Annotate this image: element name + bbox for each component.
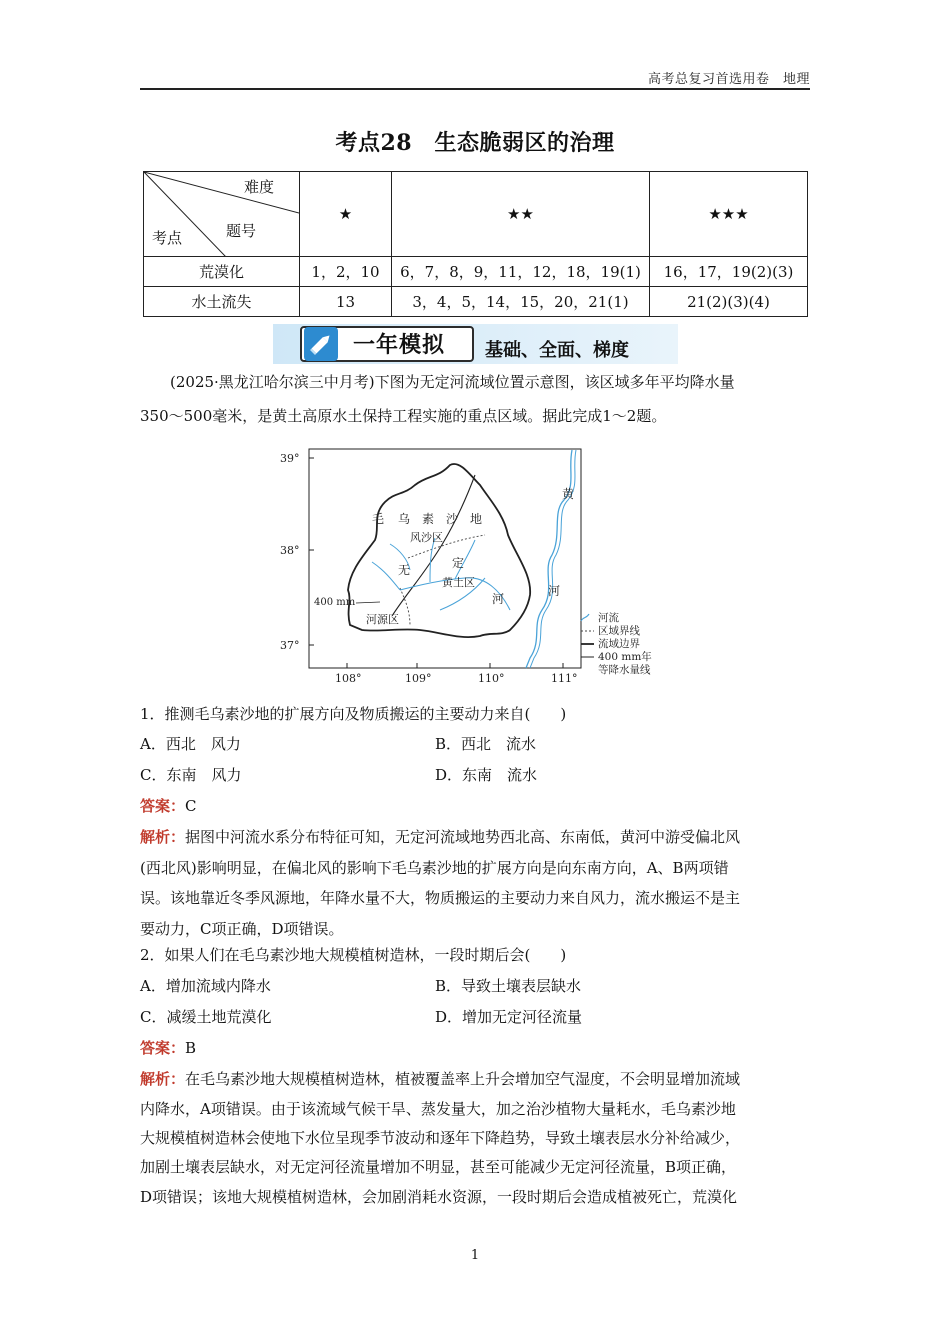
header-rule <box>140 88 810 90</box>
lat-label-39: 39° <box>280 452 300 465</box>
level-2-header: ★★ <box>392 172 650 257</box>
banner-label: 一年模拟 <box>353 333 446 358</box>
q1-answer-row <box>140 795 197 816</box>
lat-label-38: 38° <box>280 544 300 557</box>
q2-analysis-line-4: 加剧土壤表层缺水，对无定河径流量增加不明显，甚至可能减少无定河径流量，B项正确， <box>140 1158 737 1176</box>
intro-line-2: 350～500毫米，是黄土高原水土保持工程实施的重点区域。据此完成1～2题。 <box>140 407 667 425</box>
map-label-di: 地 <box>470 512 483 526</box>
table-cell: 6，7，8，9，11，12，18，19(1) <box>392 257 650 287</box>
map-label-huang: 黄 <box>562 487 575 501</box>
table-corner-cell <box>144 172 300 257</box>
table-cell: 21(2)(3)(4) <box>650 287 808 317</box>
map-label-huang-he: 河 <box>548 584 561 598</box>
table-row <box>144 257 808 287</box>
topic-cell: 水土流失 <box>144 287 300 317</box>
map-label-400mm: 400 mm <box>314 597 356 608</box>
lon-label-109: 109° <box>405 672 432 685</box>
q2-option-a: A．增加流域内降水 <box>140 977 271 995</box>
table-cell: 13 <box>300 287 392 317</box>
table-row <box>144 287 808 317</box>
page-number: 1 <box>470 1248 480 1263</box>
q2-analysis-line-2: 内降水，A项错误。由于该流域气候干旱、蒸发量大，加之治沙植物大量耗水，毛乌素沙地 <box>140 1100 736 1118</box>
difficulty-table <box>143 171 808 317</box>
table-cell: 3，4，5，14，15，20，21(1) <box>392 287 650 317</box>
level-3-header: ★★★ <box>650 172 808 257</box>
q1-option-a: A．西北 风力 <box>140 735 241 753</box>
page-title: 考点28 生态脆弱区的治理 <box>335 130 615 156</box>
legend-basin-boundary: 流域边界 <box>598 638 640 650</box>
map-label-heyuan: 河源区 <box>366 613 399 626</box>
corner-label-difficulty: 难度 <box>244 178 275 196</box>
map-label-ding: 定 <box>452 556 465 570</box>
q2-option-d: D．增加无定河径流量 <box>435 1008 583 1026</box>
q1-option-c: C．东南 风力 <box>140 766 242 784</box>
wuding-river-map <box>280 440 680 685</box>
q1-stem: 1．推测毛乌素沙地的扩展方向及物质搬运的主要动力来自( ) <box>140 705 567 723</box>
level-1-header: ★ <box>300 172 392 257</box>
q2-analysis-label: 解析： <box>140 1070 186 1088</box>
q2-answer-label: 答案： <box>140 1039 186 1057</box>
table-cell: 1，2，10 <box>300 257 392 287</box>
lon-label-108: 108° <box>335 672 362 685</box>
q1-analysis-line-1: 解析：据图中河流水系分布特征可知，无定河流域地势西北高、东南低，黄河中游受偏北风 <box>140 828 741 846</box>
q1-answer-label: 答案： <box>140 797 186 815</box>
q2-analysis-line-5: D项错误；该地大规模植树造林，会加剧消耗水资源，一段时期后会造成植被死亡，荒漠化 <box>140 1188 738 1206</box>
lon-label-110: 110° <box>478 672 505 685</box>
map-label-wu1: 乌 <box>398 512 411 526</box>
legend-region-line: 区域界线 <box>598 625 640 637</box>
map-label-fengsha: 风沙区 <box>410 531 443 544</box>
pencil-icon <box>303 326 339 362</box>
map-label-huangtu: 黄土区 <box>442 576 475 589</box>
q1-analysis-line-4: 要动力，C项正确，D项错误。 <box>140 920 344 938</box>
intro-line-1: (2025·黑龙江哈尔滨三中月考)下图为无定河流域位置示意图，该区域多年平均降水量 <box>170 373 735 391</box>
map-label-su: 素 <box>422 512 435 526</box>
corner-label-question: 题号 <box>226 222 257 240</box>
legend-isohyet-2: 等降水量线 <box>598 664 651 676</box>
legend-river: 河流 <box>598 612 619 624</box>
q1-option-b: B．西北 流水 <box>435 735 537 753</box>
q1-answer: C <box>185 797 197 815</box>
q1-analysis-line-3: 误。该地靠近冬季风源地，年降水量不大，物质搬运的主要动力来自风力，流水搬运不是主 <box>140 889 741 907</box>
q2-answer-row <box>140 1037 196 1058</box>
lat-label-37: 37° <box>280 639 300 652</box>
map-label-he-small: 河 <box>492 592 505 606</box>
q1-option-d: D．东南 流水 <box>435 766 538 784</box>
q2-analysis-line-3: 大规模植树造林会使地下水位呈现季节波动和逐年下降趋势，导致土壤表层水分补给减少， <box>140 1129 741 1147</box>
q1-analysis-line-2: (西北风)影响明显，在偏北风的影响下毛乌素沙地的扩展方向是向东南方向，A、B两项错 <box>140 859 729 877</box>
q2-option-c: C．减缓土地荒漠化 <box>140 1008 272 1026</box>
map-label-sha: 沙 <box>446 512 459 526</box>
banner-subtitle: 基础、全面、梯度 <box>485 340 629 361</box>
q2-stem: 2．如果人们在毛乌素沙地大规模植树造林，一段时期后会( ) <box>140 946 567 964</box>
q2-option-b: B．导致土壤表层缺水 <box>435 977 582 995</box>
running-header: 高考总复习首选用卷 地理 <box>647 72 810 87</box>
lon-label-111: 111° <box>551 672 578 685</box>
q2-analysis-line-1: 解析：在毛乌素沙地大规模植树造林，植被覆盖率上升会增加空气湿度，不会明显增加流域 <box>140 1070 741 1088</box>
section-banner <box>273 324 678 364</box>
table-cell: 16，17，19(2)(3) <box>650 257 808 287</box>
q2-answer: B <box>185 1039 197 1057</box>
q1-analysis-label: 解析： <box>140 828 186 846</box>
map-label-wu: 无 <box>398 563 411 577</box>
legend-isohyet-1: 400 mm年 <box>598 651 652 663</box>
map-label-mao: 毛 <box>372 512 385 526</box>
corner-label-topic: 考点 <box>152 229 183 247</box>
topic-cell: 荒漠化 <box>144 257 300 287</box>
